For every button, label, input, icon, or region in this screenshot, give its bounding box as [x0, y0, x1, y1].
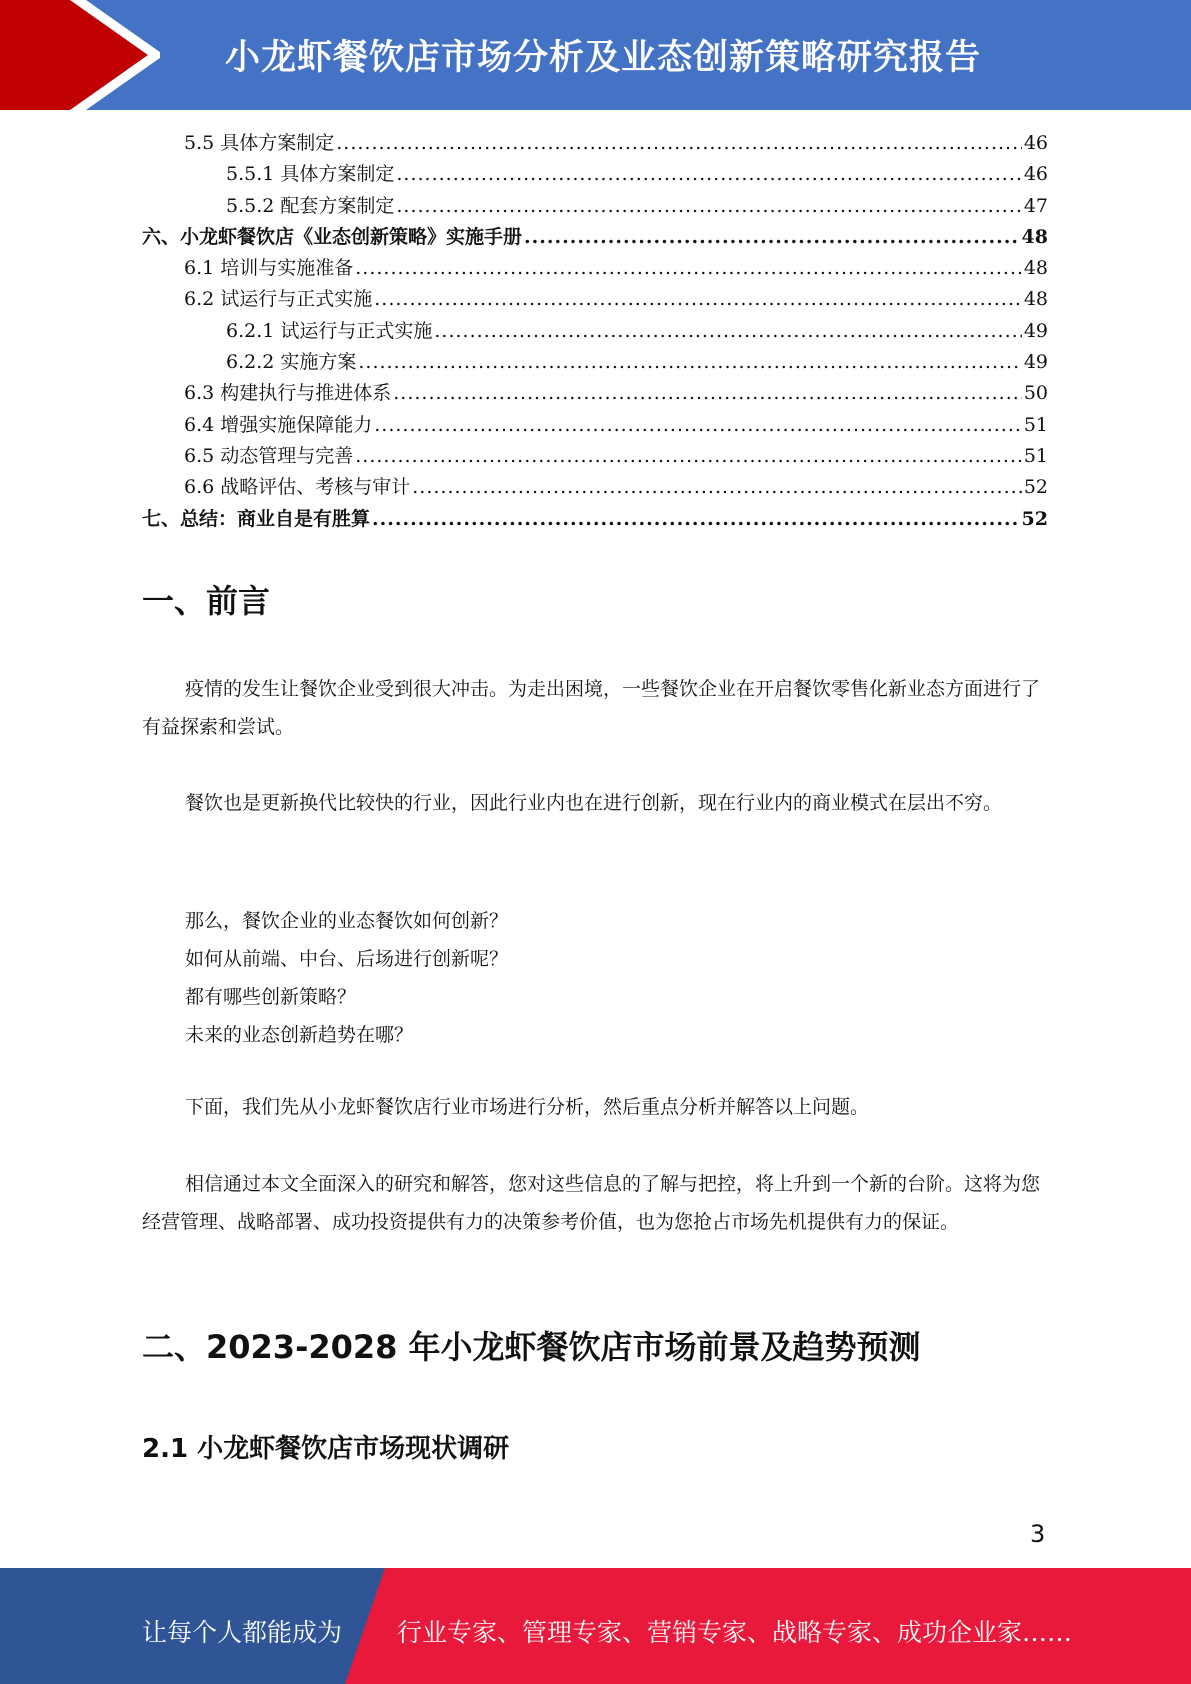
preface-paragraph-1: 疫情的发生让餐饮企业受到很大冲击。为走出困境，一些餐饮企业在开启餐饮零售化新业态方面进行了有益探索和尝试。 [142, 678, 1041, 738]
toc-entry-page: 51 [1023, 413, 1048, 436]
report-title: 小龙虾餐饮店市场分析及业态创新策略研究报告 [225, 38, 982, 78]
toc-dot-leader [396, 195, 1021, 217]
toc-entry-label: 七、总结：商业自是有胜算 [142, 507, 371, 530]
toc-entry-page: 52 [1021, 507, 1048, 530]
question-line: 那么，餐饮企业的业态餐饮如何创新？ [185, 910, 509, 932]
toc-entry-page: 52 [1023, 476, 1048, 499]
toc-entry[interactable] [142, 159, 1048, 190]
toc-entry-label: 5.5 具体方案制定 [184, 132, 335, 154]
toc-entry[interactable] [142, 316, 1048, 347]
section-heading-market-outlook: 二、2023-2028 年小龙虾餐饮店市场前景及趋势预测 [142, 1328, 921, 1366]
subsection-heading: 2.1 小龙虾餐饮店市场现状调研 [142, 1434, 510, 1464]
toc-entry-label: 六、小龙虾餐饮店《业态创新策略》实施手册 [142, 225, 523, 248]
page-header [0, 0, 1191, 110]
toc-entry-label: 6.2.1 试运行与正式实施 [226, 319, 433, 342]
question-line: 未来的业态创新趋势在哪？ [185, 1024, 414, 1046]
toc-dot-leader [393, 382, 1022, 404]
toc-entry[interactable] [142, 441, 1048, 472]
preface-paragraph-2: 餐饮也是更新换代比较快的行业，因此行业内也在进行创新，现在行业内的商业模式在层出不穷。 [185, 792, 1003, 814]
footer-slogan-right: 行业专家、管理专家、营销专家、战略专家、成功企业家…… [397, 1618, 1073, 1647]
toc-entry-page: 48 [1023, 257, 1048, 280]
question-line: 如何从前端、中台、后场进行创新呢？ [185, 948, 509, 970]
toc-entry-page: 46 [1023, 163, 1048, 186]
toc-entry-page: 48 [1023, 288, 1048, 311]
toc-entry-label: 6.6 战略评估、考核与审计 [184, 476, 411, 499]
toc-entry-page: 46 [1023, 132, 1048, 154]
toc-entry-label: 6.3 构建执行与推进体系 [184, 382, 392, 405]
toc-entry[interactable] [142, 284, 1048, 315]
toc-entry[interactable] [142, 191, 1048, 222]
toc-entry[interactable] [142, 253, 1048, 284]
toc-entry-page: 48 [1021, 225, 1048, 248]
page-number: 3 [1030, 1520, 1046, 1548]
toc-dot-leader [374, 288, 1022, 310]
section-heading-preface: 一、前言 [142, 582, 271, 620]
toc-entry-page: 50 [1023, 382, 1048, 405]
toc-entry[interactable] [142, 410, 1048, 441]
toc-entry[interactable] [142, 222, 1048, 253]
toc-entry-page: 51 [1023, 444, 1048, 467]
toc-entry-page: 49 [1023, 319, 1048, 342]
toc-dot-leader [355, 445, 1022, 467]
toc-entry[interactable] [142, 504, 1048, 535]
red-chevron-decoration [0, 0, 160, 110]
toc-entry-label: 6.1 培训与实施准备 [184, 257, 354, 280]
toc-entry-page: 47 [1023, 194, 1048, 217]
toc-entry-label: 6.5 动态管理与完善 [184, 444, 354, 467]
toc-dot-leader [358, 351, 1021, 373]
toc-entry[interactable] [142, 378, 1048, 409]
preface-paragraph-4: 相信通过本文全面深入的研究和解答，您对这些信息的了解与把控，将上升到一个新的台阶。这将为您经营管理、战略部署、成功投资提供有力的决策参考价值，也为您抢占市场先机提供有力的保证。 [142, 1173, 1041, 1233]
question-line: 都有哪些创新策略？ [185, 986, 357, 1008]
toc-dot-leader [412, 476, 1022, 498]
page-footer [0, 1568, 1191, 1684]
toc-dot-leader [355, 257, 1022, 279]
toc-entry[interactable] [142, 347, 1048, 378]
toc-dot-leader [434, 320, 1021, 342]
toc-entry-label: 6.4 增强实施保障能力 [184, 413, 373, 436]
toc-entry-label: 6.2 试运行与正式实施 [184, 288, 373, 311]
footer-slogan-left: 让每个人都能成为 [142, 1618, 343, 1647]
toc-dot-leader [396, 163, 1021, 185]
preface-paragraph-3: 下面，我们先从小龙虾餐饮店行业市场进行分析，然后重点分析并解答以上问题。 [185, 1096, 870, 1118]
toc-dot-leader [336, 132, 1022, 154]
toc-entry-label: 5.5.1 具体方案制定 [226, 163, 395, 186]
toc-entry-label: 6.2.2 实施方案 [226, 351, 357, 374]
table-of-contents [142, 128, 1048, 535]
toc-entry-label: 5.5.2 配套方案制定 [226, 194, 395, 217]
toc-dot-leader [374, 414, 1022, 436]
toc-entry-page: 49 [1023, 351, 1048, 374]
toc-entry[interactable] [142, 472, 1048, 503]
toc-entry[interactable] [142, 128, 1048, 159]
toc-dot-leader [372, 508, 1020, 530]
toc-dot-leader [524, 226, 1020, 248]
